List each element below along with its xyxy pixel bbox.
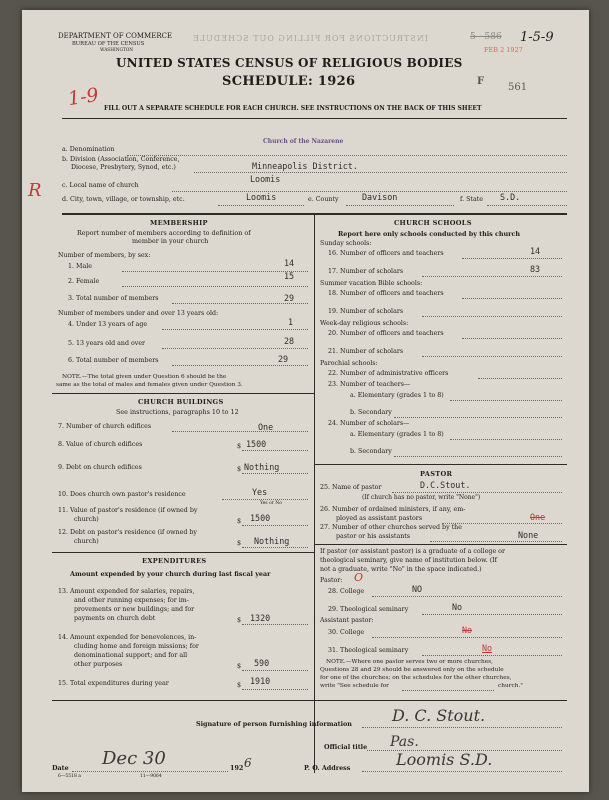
membership-rule (52, 393, 314, 394)
buildings-sub: See instructions, paragraphs 10 to 12 (116, 408, 239, 416)
q13-label-c: provements or new buildings; and for (74, 606, 195, 613)
q26-value: One (530, 512, 546, 522)
pastor-note-line (402, 690, 494, 691)
q20-line (462, 338, 562, 339)
q24-label: 24. Number of scholars— (328, 420, 410, 427)
department-name: DEPARTMENT OF COMMERCE (58, 32, 173, 40)
bleed-through-text: INSTRUCTIONS FOR FILLING OUT SCHEDULE (192, 34, 428, 43)
q25-label: 25. Name of pastor (320, 484, 382, 491)
state-value: S.D. (500, 192, 521, 202)
received-date-stamp: FEB 2 1927 (484, 46, 523, 54)
q24a-line (450, 439, 562, 440)
q19-label: 19. Number of scholars (328, 308, 404, 315)
q18-label: 18. Number of officers and teachers (328, 290, 444, 297)
state-line (487, 205, 567, 206)
q31-value: No (482, 643, 493, 653)
q4-label: 4. Under 13 years of age (68, 321, 148, 328)
f-letter: F (477, 76, 485, 87)
q5-label: 5. 13 years old and over (68, 340, 146, 347)
year-digit: 6 (244, 756, 252, 770)
parochial-schools-label: Parochial schools: (320, 360, 378, 367)
q3-value: 29 (284, 293, 295, 303)
q15-line (242, 689, 308, 690)
q6-label: 6. Total number of members (68, 357, 159, 364)
q14-value: 590 (254, 658, 270, 668)
q24b-line (394, 456, 562, 457)
age-head-label: Number of members under and over 13 years old: (58, 310, 219, 317)
signature-label: Signature of person furnishing information (196, 720, 352, 728)
city-value: Loomis (246, 192, 277, 202)
denomination-line (127, 155, 567, 156)
year-prefix: 192 (230, 764, 244, 772)
q30-label: 30. College (328, 629, 365, 636)
q16-label: 16. Number of officers and teachers (328, 250, 444, 257)
expenditures-sub: Amount expended by your church during last fiscal year (70, 570, 271, 578)
sunday-schools-label: Sunday schools: (320, 240, 372, 247)
q31-line (422, 655, 562, 656)
pastor-red-circle: O (354, 571, 364, 584)
schools-rule (314, 464, 567, 465)
q9-line (242, 473, 308, 474)
stamp-number: 5 - 586 (470, 32, 502, 42)
pastor-title: PASTOR (420, 470, 453, 478)
local-name-label: c. Local name of church (62, 182, 139, 189)
q1-line (122, 271, 308, 272)
q8-dollar: $ (237, 442, 242, 450)
q10-value: Yes (252, 487, 268, 497)
bureau-name: BUREAU OF THE CENSUS (72, 41, 145, 47)
q29-line (422, 614, 562, 615)
q2-line (122, 286, 308, 287)
q12-dollar: $ (237, 539, 242, 547)
expenditures-title: EXPENDITURES (142, 557, 207, 565)
form-number-2: 11—9064 (140, 774, 162, 779)
q7-label: 7. Number of church edifices (58, 423, 152, 430)
q30-value: No (462, 625, 473, 635)
q15-dollar: $ (237, 681, 242, 689)
q22-label: 22. Number of administrative officers (328, 370, 449, 377)
q5-value: 28 (284, 336, 295, 346)
census-schedule-sheet (22, 10, 589, 792)
q12-label-b: church) (74, 538, 99, 545)
pastor-note-3: for one of the churches; on the schedules for the other churches, (320, 675, 512, 681)
po-address-value: Loomis S.D. (396, 750, 493, 769)
pastor-sub-label: Pastor: (320, 577, 343, 584)
schools-sub: Report here only schools conducted by this church (338, 230, 521, 238)
q8-label: 8. Value of church edifices (58, 441, 143, 448)
q14-label-d: other purposes (74, 661, 123, 668)
q15-value: 1910 (250, 676, 271, 686)
column-divider (314, 213, 315, 773)
po-address-label: P. O. Address (304, 764, 351, 772)
weekday-schools-label: Week-day religious schools: (320, 320, 409, 327)
q27-label-b: pastor or his assistants (336, 533, 411, 540)
handwritten-mark-right: 1-5-9 (520, 30, 554, 45)
q26-label-b: ployed as assistant pastors (336, 515, 423, 522)
q8-value: 1500 (246, 439, 267, 449)
q23-label: 23. Number of teachers— (328, 381, 411, 388)
signature-line (362, 727, 562, 728)
state-label: f. State (460, 196, 483, 203)
city-name: WASHINGTON (100, 48, 134, 53)
pastor-rule (314, 544, 567, 545)
q9-dollar: $ (237, 465, 242, 473)
file-code-stamp: 561 (508, 82, 528, 93)
separate-schedule-instruction: FILL OUT A SEPARATE SCHEDULE FOR EACH CHURCH. SEE INSTRUCTIONS ON THE BACK OF THIS SHEET (104, 105, 482, 112)
q2-label: 2. Female (68, 278, 100, 285)
pastor-note-2: Questions 28 and 29 should be answered only on the schedule (320, 667, 504, 673)
q12-value: Nothing (254, 536, 290, 546)
division-value: Minneapolis District. (252, 161, 358, 171)
membership-title: MEMBERSHIP (150, 219, 208, 227)
q19-line (422, 316, 562, 317)
q13-label-d: payments on church debt (74, 615, 156, 622)
summer-schools-label: Summer vacation Bible schools: (320, 280, 423, 287)
q15-label: 15. Total expenditures during year (58, 680, 169, 687)
q24a-label: a. Elementary (grades 1 to 8) (350, 431, 444, 438)
assistant-pastor-label: Assistant pastor: (320, 617, 374, 624)
q22-line (478, 378, 562, 379)
q4-line (162, 329, 308, 330)
date-value: Dec 30 (102, 748, 166, 769)
official-title-label: Official title (324, 743, 368, 751)
q10-line (222, 499, 308, 500)
q29-value: No (452, 602, 463, 612)
q11-label-a: 11. Value of pastor's residence (if owned by (58, 507, 198, 514)
q16-value: 14 (530, 246, 541, 256)
q10-label: 10. Does church own pastor's residence (58, 491, 186, 498)
membership-sub-1: Report number of members according to definition of (77, 229, 251, 237)
denomination-label: a. Denomination (62, 146, 115, 153)
po-address-line (362, 771, 562, 772)
q11-label-b: church) (74, 516, 99, 523)
q9-label: 9. Debt on church edifices (58, 464, 142, 471)
membership-sub-2: member in your church (132, 237, 209, 245)
q13-dollar: $ (237, 616, 242, 624)
header-rule (62, 118, 567, 119)
q27-label-a: 27. Number of other churches served by the (320, 524, 462, 531)
q7-value: One (258, 422, 274, 432)
buildings-rule (52, 552, 314, 553)
q28-label: 28. College (328, 588, 365, 595)
q13-line (242, 624, 308, 625)
buildings-title: CHURCH BUILDINGS (138, 398, 224, 406)
pastor-note-4: write "See schedule for (320, 683, 389, 689)
date-label: Date (52, 764, 69, 772)
q11-value: 1500 (250, 513, 271, 523)
city-label: d. City, town, village, or township, etc. (62, 196, 185, 203)
q16-line (462, 258, 562, 259)
handwritten-mark-left: 1-9 (66, 83, 100, 111)
q6-value: 29 (278, 354, 289, 364)
margin-r-mark: R (28, 180, 42, 201)
county-label: e. County (308, 196, 339, 203)
q29-label: 29. Theological seminary (328, 606, 409, 613)
q21-label: 21. Number of scholars (328, 348, 404, 355)
q12-line (242, 547, 308, 548)
q14-line (242, 670, 308, 671)
q5-line (162, 348, 308, 349)
q25-value: D.C.Stout. (420, 480, 471, 490)
q25-hint: (If church has no pastor, write "None") (362, 494, 481, 501)
q17-label: 17. Number of scholars (328, 268, 404, 275)
q4-value: 1 (288, 317, 294, 327)
graduate-info-2: theological seminary, give name of institution below. (If (320, 557, 498, 564)
q10-hint: Yes or No (260, 501, 282, 506)
q14-label-b: cluding home and foreign missions; for (74, 643, 199, 650)
q9-value: Nothing (244, 462, 280, 472)
q14-dollar: $ (237, 662, 242, 670)
q13-label-a: 13. Amount expended for salaries, repairs, (58, 588, 195, 595)
q21-line (422, 356, 562, 357)
schedule-title: SCHEDULE: 1926 (222, 74, 356, 89)
membership-note-1: NOTE.—The total given under Question 6 should be the (62, 374, 227, 380)
membership-note-2: same as the total of males and females given under Question 3. (56, 382, 243, 388)
q17-line (422, 276, 562, 277)
q2-value: 15 (284, 271, 295, 281)
q11-line (242, 525, 308, 526)
q13-value: 1320 (250, 613, 271, 623)
q23a-line (450, 400, 562, 401)
graduate-info-3: not a graduate, write "No" in the space indicated.) (320, 566, 482, 573)
q20-label: 20. Number of officers and teachers (328, 330, 444, 337)
q14-label-a: 14. Amount expended for benevolences, in- (58, 634, 197, 641)
q1-label: 1. Male (68, 263, 92, 270)
q13-label-b: and other running expenses; for im- (74, 597, 189, 604)
q28-value: NO (412, 584, 423, 594)
q8-line (242, 450, 308, 451)
q28-line (372, 596, 562, 597)
q26-label-a: 26. Number of ordained ministers, if any, em- (320, 506, 466, 513)
pastor-note-1: NOTE.—Where one pastor serves two or more churches, (326, 659, 493, 665)
q23a-label: a. Elementary (grades 1 to 8) (350, 392, 444, 399)
q7-line (172, 431, 308, 432)
city-line (218, 205, 304, 206)
county-line (346, 205, 454, 206)
q3-label: 3. Total number of members (68, 295, 159, 302)
graduate-info-1: If pastor (or assistant pastor) is a graduate of a college or (320, 548, 505, 555)
form-title: UNITED STATES CENSUS OF RELIGIOUS BODIES (116, 56, 463, 70)
schools-title: CHURCH SCHOOLS (394, 219, 472, 227)
q6-line (172, 365, 308, 366)
q23b-line (394, 417, 562, 418)
division-label-1: b. Division (Association, Conference, (62, 156, 180, 163)
q23b-label: b. Secondary (350, 409, 392, 416)
q14-label-c: denominational support; and for all (74, 652, 188, 659)
denomination-stamp: Church of the Nazarene (263, 138, 344, 145)
division-line (194, 172, 567, 173)
q27-value: None (518, 530, 539, 540)
q12-label-a: 12. Debt on pastor's residence (if owned by (58, 529, 197, 536)
official-title-value: Pas. (390, 734, 419, 750)
members-by-sex-label: Number of members, by sex: (58, 252, 151, 259)
footer-rule (52, 700, 567, 701)
q1-value: 14 (284, 258, 295, 268)
division-label-2: Diocese, Presbytery, Synod, etc.) (71, 164, 176, 171)
q31-label: 31. Theological seminary (328, 647, 409, 654)
q17-value: 83 (530, 264, 541, 274)
signature-value: D. C. Stout. (392, 706, 486, 725)
q18-line (462, 298, 562, 299)
local-name-value: Loomis (250, 174, 281, 184)
county-value: Davison (362, 192, 398, 202)
q24b-label: b. Secondary (350, 448, 392, 455)
date-line (72, 771, 228, 772)
q25-line (392, 492, 562, 493)
pastor-note-5: church." (498, 683, 523, 689)
q11-dollar: $ (237, 517, 242, 525)
q30-line (372, 637, 562, 638)
q3-line (172, 303, 308, 304)
q27-line (430, 541, 562, 542)
form-number: 6—5518 a (58, 774, 81, 779)
